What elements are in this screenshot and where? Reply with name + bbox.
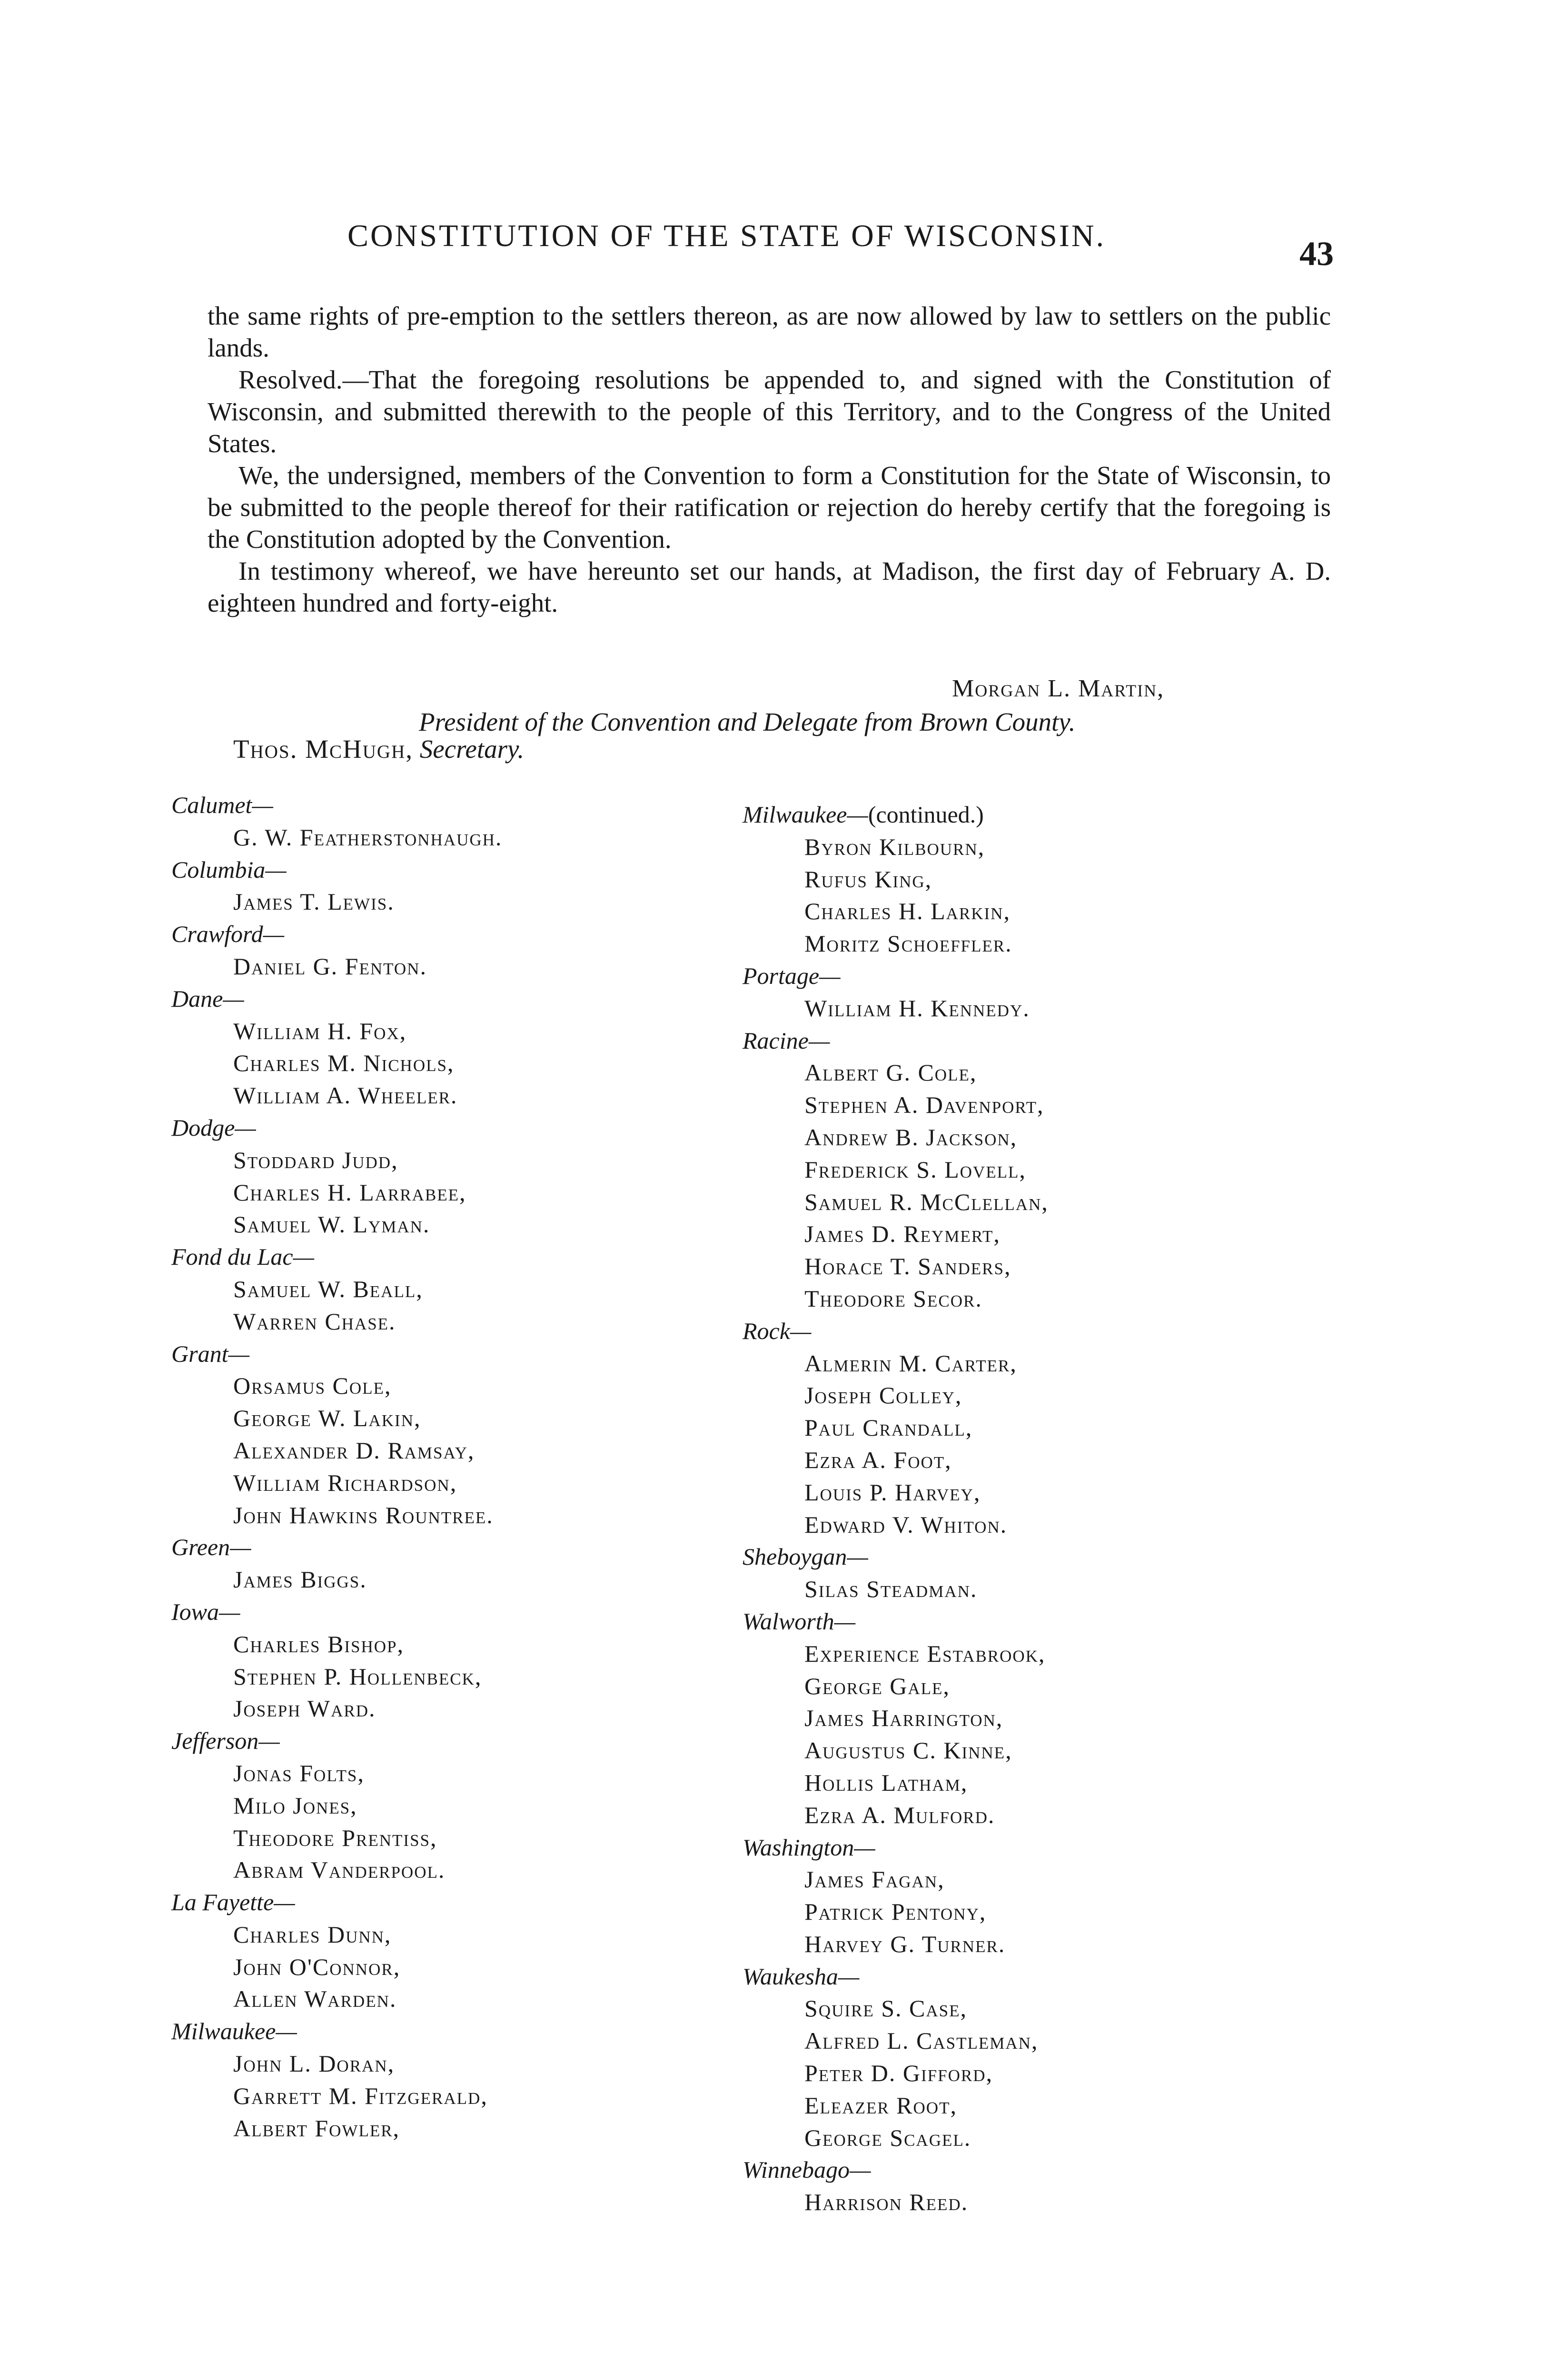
delegate-name: Orsamus Cole, [233,1372,392,1399]
county-heading [171,1725,704,1757]
delegate-name: James Fagan, [804,1866,945,1893]
delegate-name: George W. Lakin, [233,1405,421,1432]
delegate-list [171,886,704,918]
delegate-list [743,1057,1361,1315]
paragraph: We, the undersigned, members of the Convention to form a Constitution for the State of Wisconsin, to be submitted to the people thereof for their ratification or rejection do hereby certify that the foregoing is the Constitution adopted by the Convention. [208,461,1331,554]
county-name: Calumet— [171,792,273,818]
delegate-name: William H. Fox, [233,1017,407,1044]
county-name: Grant— [171,1340,249,1367]
delegate-name: Abram Vanderpool. [233,1856,446,1884]
county-block [171,1338,704,1532]
county-name: Columbia— [171,856,287,883]
delegate-name: James T. Lewis. [233,888,395,915]
delegates-right-column [743,799,1361,2219]
delegate-name: Edward V. Whiton. [804,1511,1008,1538]
president-signature: Morgan L. Martin, [952,675,1165,702]
delegate-name: Joseph Ward. [233,1695,376,1722]
delegate-name: Hollis Latham, [804,1769,968,1796]
county-block [743,1025,1361,1315]
county-continued-note: (continued.) [868,801,984,828]
county-block [171,789,704,854]
secretary-title: Secretary. [419,734,525,764]
delegate-name: Charles H. Larrabee, [233,1179,466,1206]
county-block [171,918,704,983]
body-text [208,300,1331,619]
county-block [171,2015,704,2144]
delegate-name: Samuel W. Lyman. [233,1211,430,1238]
county-name: La Fayette— [171,1889,295,1916]
county-heading [743,1832,1361,1864]
county-name: Milwaukee— [743,801,868,828]
delegate-name: Albert G. Cole, [804,1059,977,1086]
delegate-list [171,822,704,854]
delegate-name: William Richardson, [233,1469,457,1496]
delegate-name: Alfred L. Castleman, [804,2027,1039,2054]
county-block [171,1531,704,1596]
delegates-left-column [171,789,704,2144]
delegate-list [743,1993,1361,2154]
county-block [743,1315,1361,1541]
delegate-name: G. W. Featherstonhaugh. [233,823,503,851]
delegate-name: Milo Jones, [233,1792,357,1819]
delegate-list [171,951,704,983]
secretary-name: Thos. McHugh, [233,734,413,764]
delegate-list [743,2186,1361,2219]
delegate-name: Stephen A. Davenport, [804,1091,1044,1119]
delegate-name: James Harrington, [804,1705,1003,1732]
delegate-list [171,2048,704,2144]
delegate-name: Moritz Schoeffler. [804,930,1012,957]
county-heading [171,1596,704,1628]
county-name: Dane— [171,985,244,1012]
county-name: Washington— [743,1834,875,1861]
county-block [171,1596,704,1725]
delegate-name: John Hawkins Rountree. [233,1501,494,1528]
delegate-name: Allen Warden. [233,1985,397,2013]
delegate-list [171,1757,704,1886]
county-name: Rock— [743,1317,812,1344]
county-heading [171,1112,704,1144]
county-heading [743,2154,1361,2186]
delegate-name: Byron Kilbourn, [804,833,985,860]
delegate-list [171,1919,704,2015]
county-name: Fond du Lac— [171,1243,314,1270]
county-block [171,1112,704,1241]
county-block [743,799,1361,960]
county-block [743,1832,1361,1961]
delegate-name: Rufus King, [804,865,932,892]
delegate-name: Theodore Prentiss, [233,1824,437,1851]
delegate-name: Charles H. Larkin, [804,898,1011,925]
delegate-name: Stephen P. Hollenbeck, [233,1663,482,1690]
county-heading [171,854,704,886]
delegate-name: Peter D. Gifford, [804,2060,993,2087]
county-name: Winnebago— [743,2156,871,2183]
county-heading [171,1338,704,1370]
county-heading [743,960,1361,992]
county-heading [743,1315,1361,1348]
delegate-name: Daniel G. Fenton. [233,952,427,980]
delegate-list [171,1015,704,1112]
delegate-list [171,1370,704,1531]
delegate-name: Harvey G. Turner. [804,1930,1006,1957]
delegate-name: John O'Connor, [233,1953,401,1980]
paragraph: In testimony whereof, we have hereunto set our hands, at Madison, the first day of February A. D. eighteen hundred and forty-eight. [208,556,1331,617]
delegate-name: Ezra A. Mulford. [804,1801,995,1828]
delegate-name: Charles Dunn, [233,1921,392,1948]
county-block [171,1241,704,1338]
secretary-signature [233,734,524,764]
delegate-name: James Biggs. [233,1566,367,1593]
delegate-name: Frederick S. Lovell, [804,1156,1026,1183]
paragraph: Resolved.—That the foregoing resolutions be appended to, and signed with the Constitution of Wisconsin, and submitted therewith to the people of this Territory, and to the Congress of the United States. [208,365,1331,458]
delegate-name: William H. Kennedy. [804,994,1030,1021]
delegate-name: Warren Chase. [233,1308,396,1335]
county-heading [743,1961,1361,1993]
delegate-name: William A. Wheeler. [233,1082,458,1109]
county-block [743,960,1361,1025]
delegate-list [171,1628,704,1725]
delegate-list [743,1864,1361,1960]
delegate-list [743,831,1361,960]
delegate-name: Experience Estabrook, [804,1640,1046,1667]
delegate-name: Almerin M. Carter, [804,1349,1017,1377]
county-name: Racine— [743,1027,830,1054]
county-name: Iowa— [171,1598,240,1625]
county-heading [171,1886,704,1919]
county-block [171,1725,704,1886]
county-block [171,1886,704,2015]
delegate-name: Eleazer Root, [804,2092,957,2119]
delegate-name: Joseph Colley, [804,1382,962,1409]
delegate-list [743,1348,1361,1541]
county-heading [743,1606,1361,1638]
delegate-name: Patrick Pentony, [804,1898,987,1925]
delegate-name: Alexander D. Ramsay, [233,1437,475,1464]
delegate-name: Squire S. Case, [804,1995,968,2022]
delegate-name: Ezra A. Foot, [804,1446,952,1473]
delegate-name: Paul Crandall, [804,1414,973,1441]
county-heading [743,799,1361,831]
delegate-list [743,1573,1361,1606]
delegate-list [171,1144,704,1241]
county-heading [171,789,704,822]
delegate-name: George Gale, [804,1672,950,1699]
county-heading [171,1531,704,1564]
county-name: Portage— [743,962,841,989]
county-heading [743,1025,1361,1057]
county-block [171,983,704,1112]
page-number: 43 [1299,235,1334,273]
delegate-name: Jonas Folts, [233,1759,365,1786]
delegate-name: Louis P. Harvey, [804,1478,981,1506]
delegate-name: Silas Steadman. [804,1576,978,1603]
delegate-name: Charles M. Nichols, [233,1050,455,1077]
county-block [743,2154,1361,2219]
county-block [743,1606,1361,1832]
delegate-name: John L. Doran, [233,2050,395,2077]
delegate-name: Theodore Secor. [804,1285,982,1312]
county-name: Milwaukee— [171,2018,297,2045]
delegate-name: Charles Bishop, [233,1630,404,1657]
delegate-list [743,1638,1361,1832]
delegate-name: Andrew B. Jackson, [804,1123,1018,1150]
delegate-name: Augustus C. Kinne, [804,1737,1012,1764]
president-title: President of the Convention and Delegate from Brown County. [419,707,1076,736]
running-header: CONSTITUTION OF THE STATE OF WISCONSIN. [347,218,1106,253]
delegate-list [171,1564,704,1596]
delegate-name: Stoddard Judd, [233,1146,398,1173]
delegate-name: Samuel R. McClellan, [804,1188,1049,1215]
delegate-name: Samuel W. Beall, [233,1275,423,1302]
county-block [743,1541,1361,1606]
county-name: Jefferson— [171,1727,280,1755]
delegate-name: Harrison Reed. [804,2189,969,2216]
paragraph: the same rights of pre-emption to the settlers thereon, as are now allowed by law to settlers on the public lands. [208,301,1331,362]
delegate-name: Garrett M. Fitzgerald, [233,2082,488,2109]
county-heading [171,1241,704,1273]
county-heading [171,2015,704,2048]
county-heading [171,983,704,1015]
delegate-list [171,1273,704,1338]
county-block [171,854,704,919]
delegate-name: Albert Fowler, [233,2114,400,2142]
delegate-name: George Scagel. [804,2124,971,2151]
county-name: Sheboygan— [743,1543,868,1570]
county-name: Dodge— [171,1114,256,1141]
delegate-list [743,992,1361,1025]
county-name: Crawford— [171,921,285,948]
county-name: Walworth— [743,1607,856,1635]
delegate-name: James D. Reymert, [804,1220,1001,1248]
county-name: Green— [171,1534,251,1561]
county-heading [171,918,704,951]
delegate-name: Horace T. Sanders, [804,1253,1011,1280]
county-heading [743,1541,1361,1573]
county-block [743,1961,1361,2154]
county-name: Waukesha— [743,1963,860,1990]
